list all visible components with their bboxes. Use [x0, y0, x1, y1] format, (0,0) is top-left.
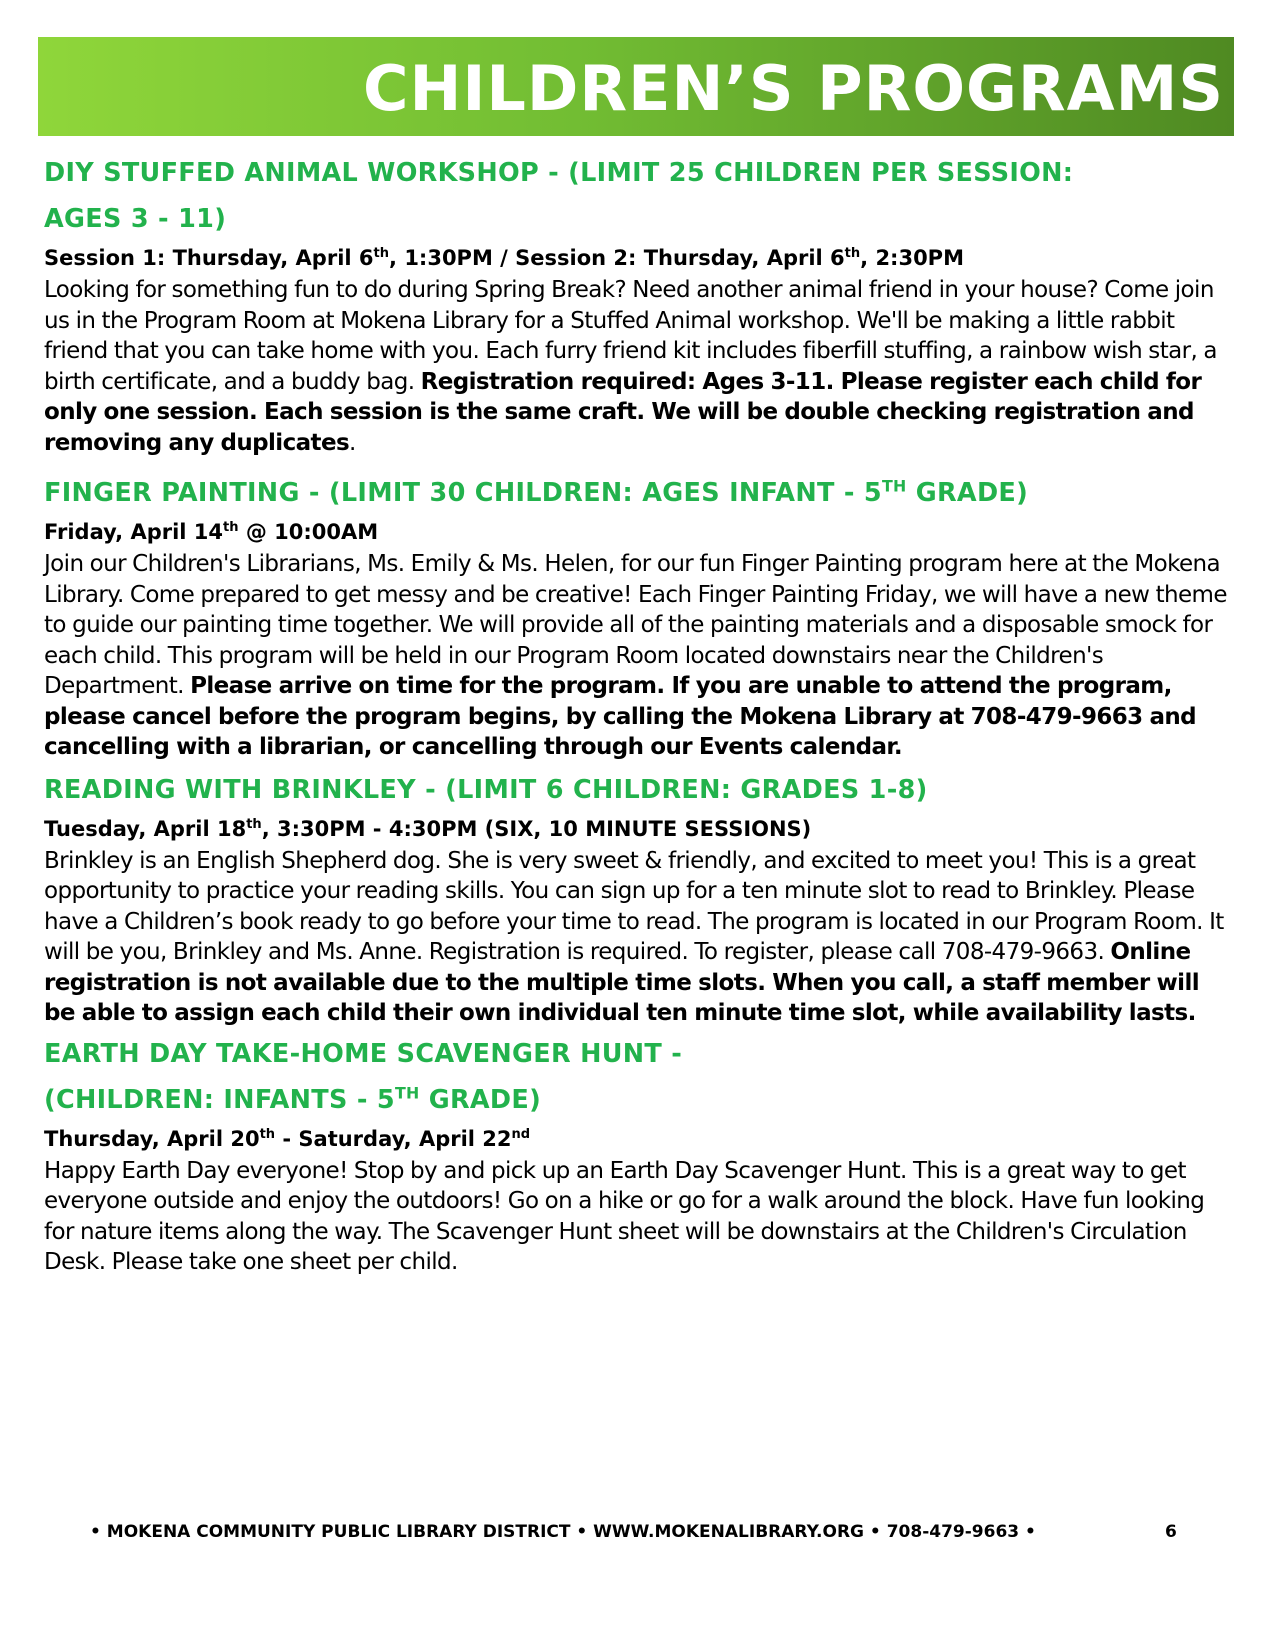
programs-list	[44, 150, 1234, 1278]
program-date: Tuesday, April 18th, 3:30PM - 4:30PM (SIX, 10 MINUTE SESSIONS)	[44, 816, 812, 841]
program-description: Looking for something fun to do during Spring Break? Need another animal friend in your house? Come join us in the Program Room at Mokena Library for a Stuffed Animal workshop. We'll be making a little rabbit friend that you can take home with you. Each furry friend kit includes fiberfill stuffing, a rainbow wish star, a birth certificate, and a buddy bag. Registration required: Ages 3-11. Please register each child for only one session. Each session is the same craft. We will be double checking registration and removing any duplicates.	[44, 277, 1217, 456]
page-title: CHILDREN’S PROGRAMS	[362, 52, 1224, 125]
program-description: Happy Earth Day everyone! Stop by and pick up an Earth Day Scavenger Hunt. This is a great way to get everyone outside and enjoy the outdoors! Go on a hike or go for a walk around the block. Have fun looking for nature items along the way. The Scavenger Hunt sheet will be downstairs at the Children's Circulation Desk. Please take one sheet per child.	[44, 1157, 1205, 1275]
page-banner	[38, 37, 1234, 136]
program-title: READING WITH BRINKLEY - (LIMIT 6 CHILDREN: GRADES 1-8)	[44, 774, 928, 805]
registration-note: Registration required: Ages 3-11. Please register each child for only one session. Each session is the same craft. We will be double checking registration and removing any duplicates	[44, 368, 1202, 456]
program-title: FINGER PAINTING - (LIMIT 30 CHILDREN: AGES INFANT - 5TH GRADE)	[44, 476, 1029, 508]
program-finger-painting	[44, 470, 1234, 763]
program-description: Join our Children's Librarians, Ms. Emily & Ms. Helen, for our fun Finger Painting program here at the Mokena Library. Come prepared to get messy and be creative! Each Finger Painting Friday, we will have a new theme to guide our painting time together. We will provide all of the painting materials and a disposable smock for each child. This program will be held in our Program Room located downstairs near the Children's Department. Please arrive on time for the program. If you are unable to attend the program, please cancel before the program begins, by calling the Mokena Library at 708-479-9663 and cancelling with a librarian, or cancelling through our Events calendar.	[44, 551, 1227, 760]
program-date: Session 1: Thursday, April 6th, 1:30PM / Session 2: Thursday, April 6th, 2:30PM	[44, 246, 964, 270]
page-number: 6	[1165, 1522, 1177, 1542]
program-diy-stuffed-animal	[44, 150, 1234, 458]
program-reading-with-brinkley	[44, 767, 1234, 1029]
program-date: Friday, April 14th @ 10:00AM	[44, 520, 379, 544]
attendance-note: Please arrive on time for the program. If you are unable to attend the program, please cancel before the program begins, by calling the Mokena Library at 708-479-9663 and cancelling with a librarian, or cancelling through our Events calendar.	[44, 673, 1197, 760]
page-footer: • MOKENA COMMUNITY PUBLIC LIBRARY DISTRICT • WWW.MOKENALIBRARY.ORG • 708-479-9663 •	[90, 1522, 1036, 1542]
program-date: Thursday, April 20th - Saturday, April 22nd	[44, 1126, 531, 1151]
program-title: EARTH DAY TAKE-HOME SCAVENGER HUNT - (CHILDREN: INFANTS - 5TH GRADE)	[44, 1038, 683, 1115]
program-description: Brinkley is an English Shepherd dog. She is very sweet & friendly, and excited to meet you! This is a great opportunity to practice your reading skills. You can sign up for a ten minute slot to read to Brinkley. Please have a Children’s book ready to go before your time to read. The program is located in our Program Room. It will be you, Brinkley and Ms. Anne. Registration is required. To register, please call 708-479-9663. Online registration is not available due to the multiple time slots. When you call, a staff member will be able to assign each child their own individual ten minute time slot, while availability lasts.	[44, 847, 1224, 1026]
registration-note: Online registration is not available due to the multiple time slots. When you call, a staff member will be able to assign each child their own individual ten minute time slot, while availability lasts.	[44, 939, 1200, 1026]
program-title: DIY STUFFED ANIMAL WORKSHOP - (LIMIT 25 CHILDREN PER SESSION: AGES 3 - 11)	[44, 158, 1074, 234]
program-earth-day-scavenger-hunt	[44, 1031, 1234, 1278]
